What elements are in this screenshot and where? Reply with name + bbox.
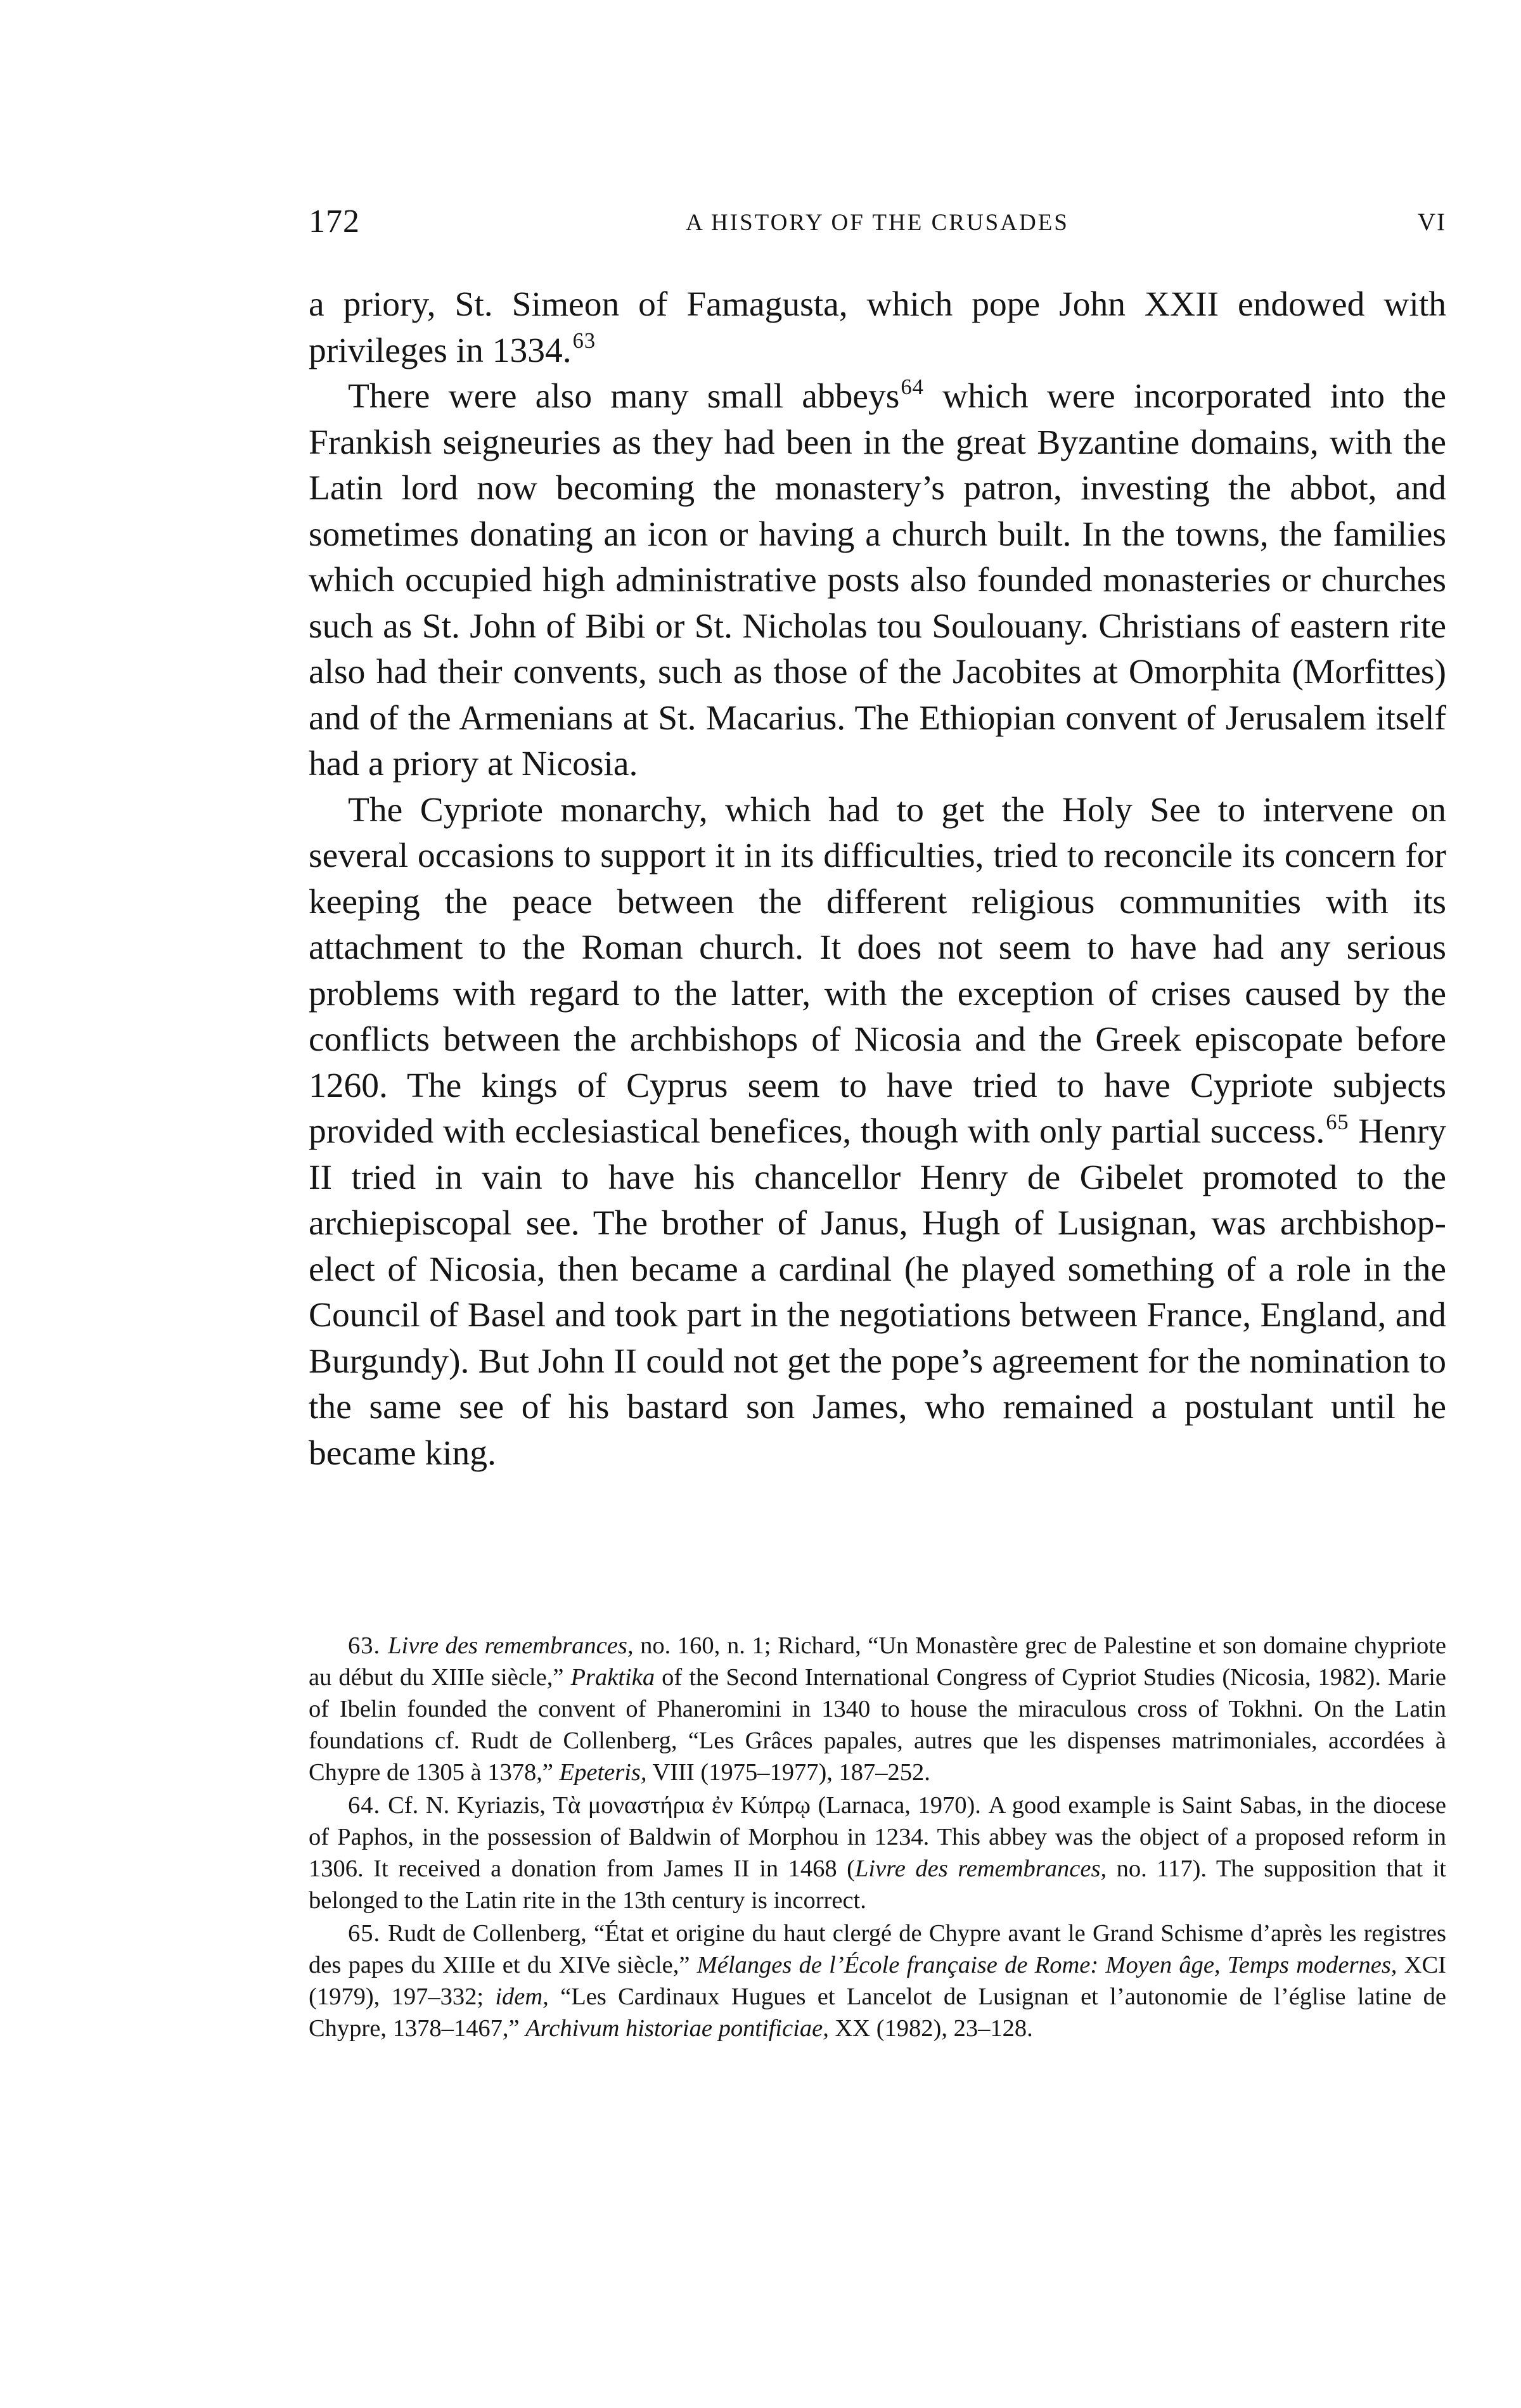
footnote-number: 64. bbox=[348, 1792, 381, 1819]
book-page bbox=[309, 0, 1446, 2408]
footnote-text: “Les Cardinaux Hugues et Lancelot de Lusignan et l’autonomie de l’église latine de Chypre, 1378–1467,” bbox=[309, 1983, 1446, 2042]
footnote-italic: Mélanges de l’École française de Rome: Moyen âge, Temps modernes, bbox=[696, 1952, 1397, 1978]
paragraph-1 bbox=[309, 282, 1446, 374]
footnote-63 bbox=[309, 1630, 1446, 1788]
footnote-ref-63: 63 bbox=[572, 329, 596, 354]
footnote-65 bbox=[309, 1918, 1446, 2044]
footnote-italic: Livre des remembrances, bbox=[388, 1632, 634, 1659]
footnote-number: 65. bbox=[348, 1920, 381, 1947]
running-title: A HISTORY OF THE CRUSADES bbox=[686, 210, 1069, 236]
footnote-text: XCI (1979), 197–332; bbox=[309, 1952, 1446, 2010]
running-header bbox=[309, 203, 1446, 247]
footnote-italic: Archivum historiae pontificiae, bbox=[525, 2015, 829, 2042]
footnote-italic: idem, bbox=[495, 1983, 549, 2010]
footnote-text: no. 117). The supposition that it belonged to the Latin rite in the 13th century is incorrect. bbox=[309, 1855, 1447, 1914]
footnote-ref-64: 64 bbox=[901, 375, 924, 399]
chapter-number: VI bbox=[1417, 208, 1446, 236]
footnotes bbox=[309, 1630, 1446, 2046]
footnote-ref-65: 65 bbox=[1326, 1110, 1349, 1134]
footnote-italic: Epeteris, bbox=[559, 1759, 647, 1786]
main-text bbox=[309, 282, 1446, 1476]
footnote-text: XX (1982), 23–128. bbox=[828, 2015, 1033, 2042]
page-number: 172 bbox=[309, 203, 360, 240]
paragraph-1-text: a priory, St. Simeon of Famagusta, which pope John XXII endowed with privileges in 1334. bbox=[309, 285, 1446, 370]
footnote-text: Rudt de Collenberg, “État et origine du haut clergé de Chypre avant le Grand Schisme d’après les registres des papes du XIIIe et du XIVe siècle,” bbox=[309, 1920, 1446, 1978]
paragraph-2-text-b: which were incorporated into the Frankish seigneuries as they had been in the great Byzantine domains, with the Latin lord now becoming the monastery’s patron, investing the abbot, and sometimes donating an icon or having a church built. In the towns, the families which occupied high administrative posts also founded monasteries or churches such as St. John of Bibi or St. Nicholas tou Soulouany. Christians of eastern rite also had their convents, such as those of the Jacobites at Omorphita (Morfittes) and of the Armenians at St. Macarius. The Ethiopian convent of Jerusalem itself had a priory at Nicosia. bbox=[309, 377, 1447, 783]
footnote-text: Cf. N. Kyriazis, Τὰ μοναστήρια ἐν Κύπρῳ (Larnaca, 1970). A good example is Saint Sabas, in the diocese of Paphos, in the possession of Baldwin of Morphou in 1234. This abbey was the object of a proposed reform in 1306. It received a donation from James II in 1468 ( bbox=[309, 1792, 1446, 1882]
paragraph-3-text-a: The Cypriote monarchy, which had to get the Holy See to intervene on several occasions to support it in its difficulties, tried to reconcile its concern for keeping the peace between the different religious communities with its attachment to the Roman church. It does not seem to have had any serious problems with regard to the latter, with the exception of crises caused by the conflicts between the archbishops of Nicosia and the Greek episcopate before 1260. The kings of Cyprus seem to have tried to have Cypriote subjects provided with ecclesiastical benefices, though with only partial success. bbox=[309, 790, 1446, 1151]
footnote-text: no. 160, n. 1; Richard, “Un Monastère grec de Palestine et son domaine chypriote au début du XIIIe siècle,” bbox=[309, 1632, 1446, 1691]
footnote-number: 63. bbox=[348, 1632, 381, 1659]
footnote-italic: Praktika bbox=[570, 1664, 655, 1691]
paragraph-3-text-b: Henry II tried in vain to have his chancellor Henry de Gibelet promoted to the archiepiscopal see. The brother of Janus, Hugh of Lusignan, was archbishop-elect of Nicosia, then became a cardinal (he played something of a role in the Council of Basel and took part in the negotiations between France, England, and Burgundy). But John II could not get the pope’s agreement for the nomination to the same see of his bastard son James, who remained a postulant until he became king. bbox=[309, 1112, 1446, 1473]
footnote-text: of the Second International Congress of Cypriot Studies (Nicosia, 1982). Marie of Ibelin founded the convent of Phaneromini in 1340 to house the miraculous cross of Tokhni. On the Latin foundations cf. Rudt de Collenberg, “Les Grâces papales, autres que les dispenses matrimoniales, accordées à Chypre de 1305 à 1378,” bbox=[309, 1664, 1446, 1786]
paragraph-2 bbox=[309, 374, 1446, 788]
footnote-64 bbox=[309, 1790, 1446, 1916]
paragraph-3 bbox=[309, 788, 1446, 1477]
paragraph-2-text-a: There were also many small abbeys bbox=[348, 377, 900, 416]
footnote-text: VIII (1975–1977), 187–252. bbox=[646, 1759, 930, 1786]
footnote-italic: Livre des remembrances, bbox=[855, 1855, 1107, 1882]
